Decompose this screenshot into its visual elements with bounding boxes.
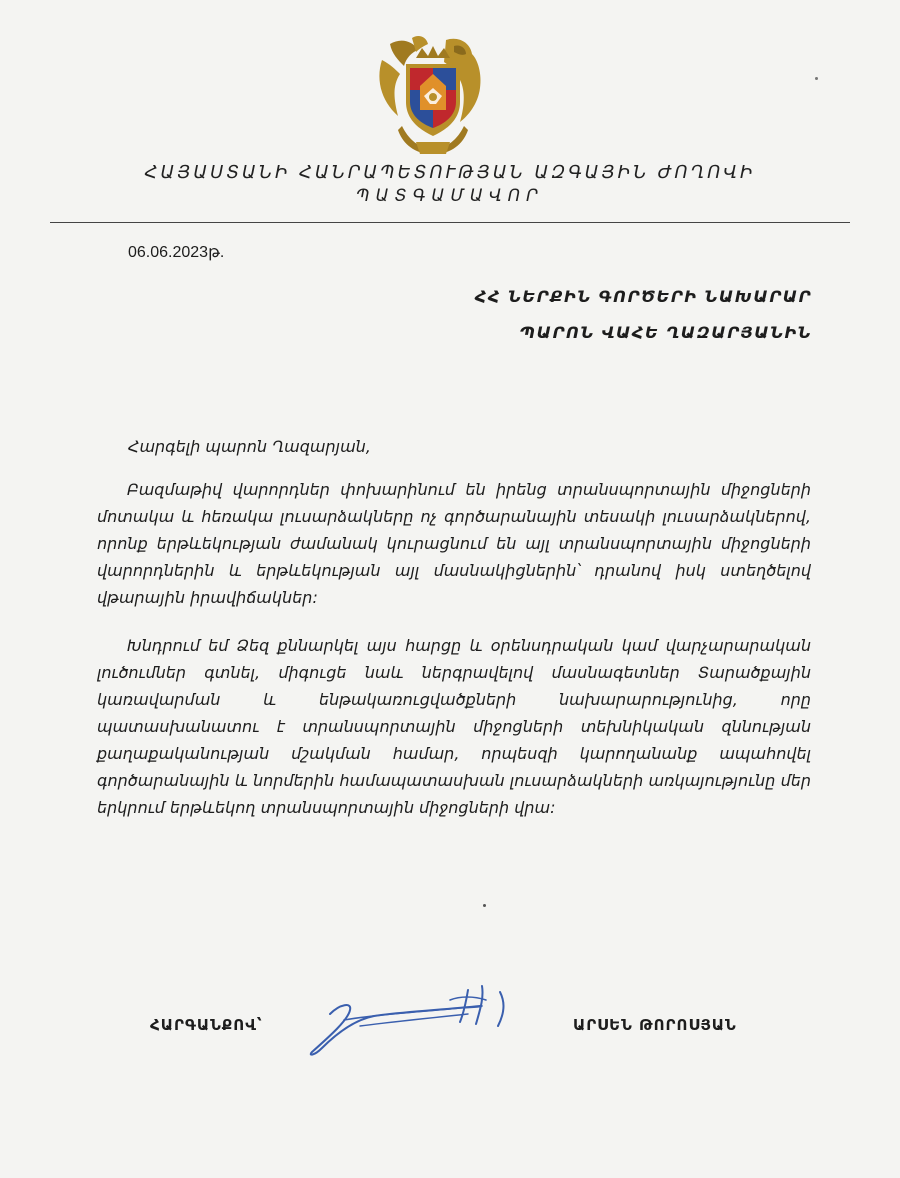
- letterhead-org-line1: ՀԱՅԱՍՏԱՆԻ ՀԱՆՐԱՊԵՏՈՒԹՅԱՆ ԱԶԳԱՅԻՆ ԺՈՂՈՎԻ: [144, 162, 756, 183]
- coat-of-arms-icon: [372, 30, 494, 158]
- paper-speck: [483, 904, 486, 907]
- recipient-line1: ՀՀ ՆԵՐՔԻՆ ԳՈՐԾԵՐԻ ՆԱԽԱՐԱՐ: [474, 287, 812, 306]
- closing-phrase: ՀԱՐԳԱՆՔՈՎ՝: [150, 1016, 263, 1034]
- paper-speck: [815, 77, 818, 80]
- body-paragraph-2: Խնդրում եմ Ձեզ քննարկել այս հարցը և օրենսդրական կամ վարչարարական լուծումներ գտնել, միգուցե նաև ներգրավելով մասնագետներ Տարածքային կառավարման և ենթակառուցվածքների նախարարությունից, որը պատասխանատու է տրանսպորտային միջոցների տեխնիկական զննության քաղաքականության մշակման համար, որպեսզի կարողանանք ապահովել գործարանային և նորմերին համապատասխան լուսարձակների առկայությունը մեր երկրում երթևեկող տրանսպորտային միջոցների վրա:: [97, 636, 811, 817]
- letterhead-org-line2: ՊԱՏԳԱՄԱՎՈՐ: [356, 186, 544, 206]
- body-paragraph-1: Բազմաթիվ վարորդներ փոխարինում են իրենց տրանսպորտային միջոցների մոտակա և հեռակա լուսարձակները ոչ գործարանային տեսակի լուսարձակներով, որոնք երթևեկության ժամանակ կուրացնում են այլ տրանսպորտային միջոցների վարորդներին և երթևեկության այլ մասնակիցներին՝ դրանով իսկ ստեղծելով վթարային իրավիճակներ:: [97, 480, 811, 607]
- salutation: Հարգելի պարոն Ղազարյան,: [128, 437, 371, 456]
- signer-name: ԱՐՍԵՆ ԹՈՐՈՍՅԱՆ: [573, 1016, 737, 1034]
- letter-date: 06.06.2023թ.: [128, 244, 225, 261]
- letterhead-divider: [50, 222, 850, 223]
- recipient-line2: ՊԱՐՈՆ ՎԱՀԵ ՂԱԶԱՐՅԱՆԻՆ: [519, 323, 812, 342]
- signature-icon: [300, 978, 525, 1063]
